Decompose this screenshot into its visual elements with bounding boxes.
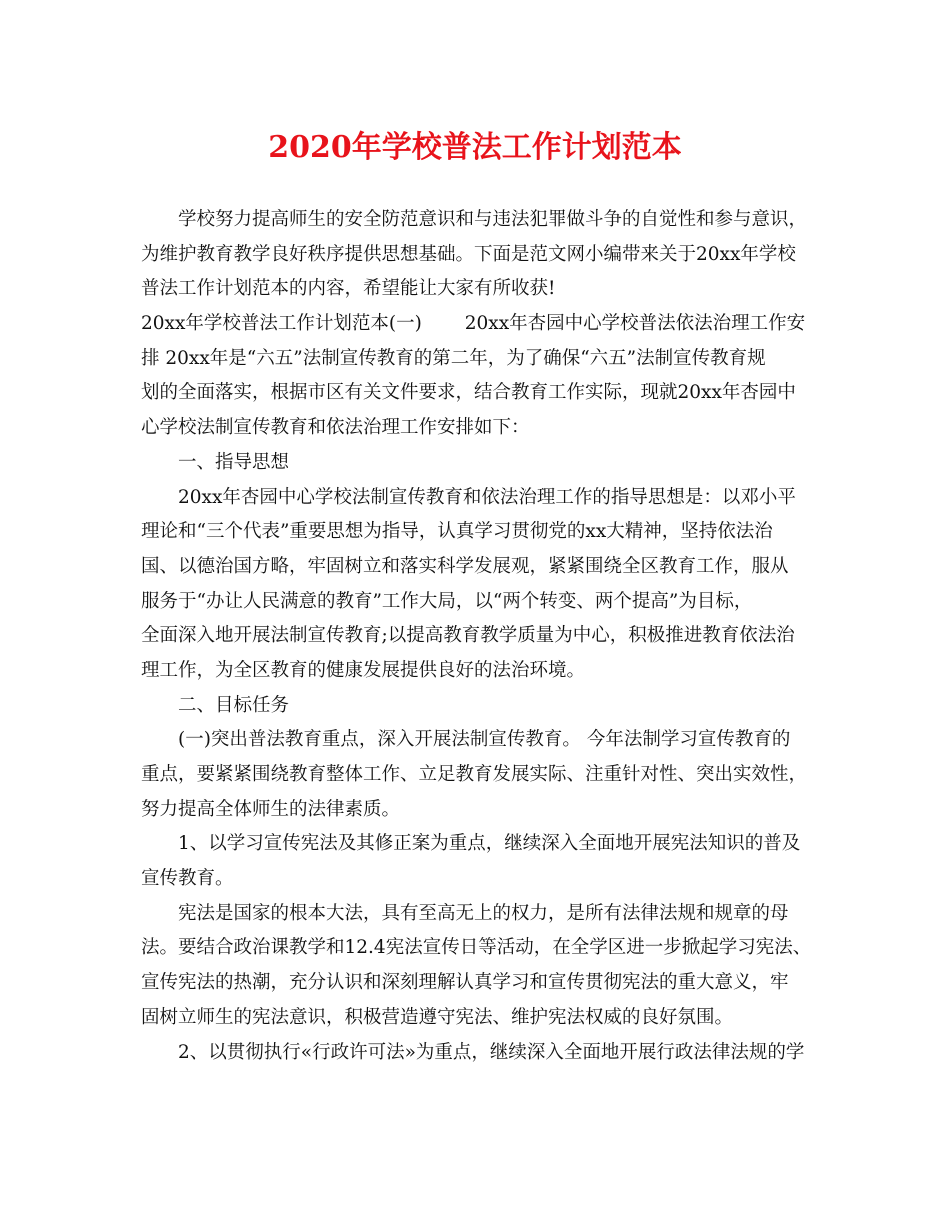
text-line: 固树立师生的宪法意识，积极营造遵守宪法、维护宪法权威的良好氛围。 bbox=[141, 1006, 734, 1028]
text-line: 1、以学习宣传宪法及其修正案为重点，继续深入全面地开展宪法知识的普及 bbox=[178, 833, 801, 855]
text-line: 划的全面落实，根据市区有关文件要求，结合教育工作实际，现就20xx年杏园中 bbox=[141, 382, 796, 404]
text-line: 服务于“办让人民满意的教育”工作大局，以“两个转变、两个提高”为目标， bbox=[141, 590, 753, 612]
text-line: 法。要结合政治课教学和12.4宪法宣传日等活动，在全学区进一步掀起学习宪法、 bbox=[141, 937, 812, 959]
text-line: 重点，要紧紧围绕教育整体工作、立足教育发展实际、注重针对性、突出实效性， bbox=[141, 764, 808, 785]
text-line: 努力提高全体师生的法律素质。 bbox=[141, 798, 401, 820]
text-line: 2、以贯彻执行«行政许可法»为重点，继续深入全面地开展行政法律法规的学 bbox=[178, 1041, 805, 1063]
text-line: 宪法是国家的根本大法，具有至高无上的权力，是所有法律法规和规章的母 bbox=[178, 902, 789, 924]
text-line: 宣传教育。 bbox=[141, 868, 234, 890]
text-line: 心学校法制宣传教育和依法治理工作安排如下： bbox=[141, 417, 530, 439]
document-body bbox=[141, 203, 821, 1070]
text-line: 全面深入地开展法制宣传教育;以提高教育教学质量为中心，积极推进教育依法治 bbox=[141, 625, 795, 647]
text-line: 为维护教育教学良好秩序提供思想基础。下面是范文网小编带来关于20xx年学校 bbox=[141, 243, 796, 265]
text-line: 排 20xx年是“六五”法制宣传教育的第二年，为了确保“六五”法制宣传教育规 bbox=[141, 347, 766, 369]
document-title: 2020年学校普法工作计划范本 bbox=[268, 130, 682, 165]
text-line: 普法工作计划范本的内容，希望能让大家有所收获! bbox=[141, 278, 556, 300]
text-line: 宣传宪法的热潮，充分认识和深刻理解认真学习和宣传贯彻宪法的重大意义，牢 bbox=[141, 972, 789, 994]
text-line: 国、以德治国方略，牢固树立和落实科学发展观，紧紧围绕全区教育工作，服从 bbox=[141, 555, 789, 577]
text-line: 20xx年学校普法工作计划范本(一) 20xx年杏园中心学校普法依法治理工作安 bbox=[141, 313, 806, 335]
text-line: 理论和“三个代表”重要思想为指导，认真学习贯彻党的xx大精神，坚持依法治 bbox=[141, 521, 773, 543]
text-line: 学校努力提高师生的安全防范意识和与违法犯罪做斗争的自觉性和参与意识， bbox=[178, 209, 808, 230]
text-line: 理工作，为全区教育的健康发展提供良好的法治环境。 bbox=[141, 659, 586, 681]
text-line: (一)突出普法教育重点，深入开展法制宣传教育。 今年法制学习宣传教育的 bbox=[178, 729, 791, 751]
text-line: 一、指导思想 bbox=[178, 451, 290, 473]
text-line: 20xx年杏园中心学校法制宣传教育和依法治理工作的指导思想是：以邓小平 bbox=[178, 486, 796, 508]
text-line: 二、目标任务 bbox=[178, 694, 290, 716]
